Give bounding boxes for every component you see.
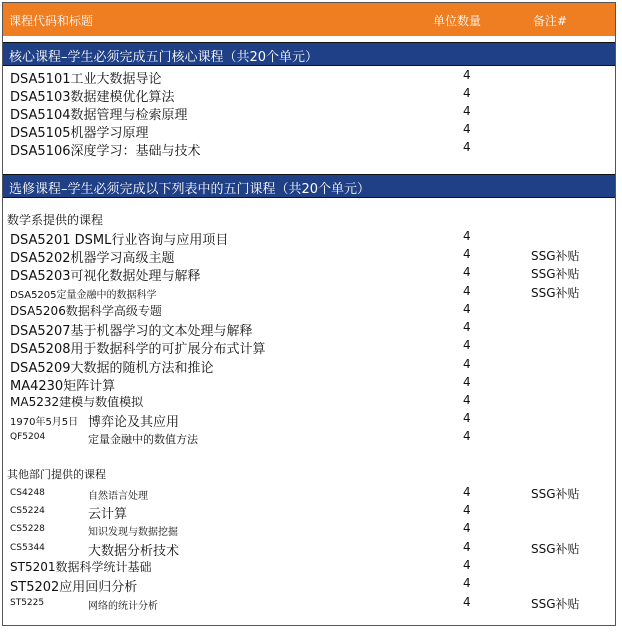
ssg-subsidy-note: SSG补贴 — [531, 542, 580, 556]
header-units: 单位数量 — [433, 14, 482, 28]
table-row: CS5224 云计算 4 — [10, 503, 471, 522]
table-row: DSA5203可视化数据处理与解释 4 SSG补贴 — [10, 265, 580, 284]
header-note: 备注# — [533, 14, 568, 28]
math-dept-label: 数学系提供的课程 — [7, 213, 104, 227]
table-row: DSA5103数据建模优化算法 4 — [10, 86, 471, 105]
table-row: ST5202应用回归分析 4 — [10, 576, 471, 595]
table-row: QF5204 定量金融中的数值方法 4 — [10, 429, 471, 446]
table-header — [3, 3, 615, 36]
table-row: DSA5205定量金融中的数据科学 4 SSG补贴 — [10, 284, 580, 301]
table-row: ST5201数据科学统计基础 4 — [10, 558, 471, 574]
other-dept-label: 其他部门提供的课程 — [7, 468, 106, 481]
table-row: DSA5106深度学习：基础与技术 4 — [10, 140, 471, 159]
course-table — [2, 2, 616, 626]
table-row: DSA5208用于数据科学的可扩展分布式计算 4 — [10, 338, 471, 357]
ssg-subsidy-note: SSG补贴 — [531, 597, 580, 611]
table-row: DSA5207基于机器学习的文本处理与解释 4 — [10, 320, 471, 339]
ssg-subsidy-note: SSG补贴 — [531, 249, 580, 263]
table-row: DSA5201 DSML行业咨询与应用项目 4 — [10, 229, 471, 248]
elective-section-heading: 选修课程–学生必须完成以下列表中的五门课程（共20个单元） — [3, 174, 615, 198]
ssg-subsidy-note: SSG补贴 — [531, 286, 580, 300]
table-row: DSA5209大数据的随机方法和推论 4 — [10, 357, 471, 376]
table-row: DSA5104数据管理与检索原理 4 — [10, 104, 471, 123]
header-title: 课程代码和标题 — [9, 14, 94, 28]
table-row: CS5228 知识发现与数据挖掘 4 — [10, 521, 471, 538]
table-row: CS4248 自然语言处理 4 SSG补贴 — [10, 485, 580, 502]
table-row: CS5344 大数据分析技术 4 SSG补贴 — [10, 540, 580, 559]
table-row: DSA5101工业大数据导论 4 — [10, 68, 471, 87]
table-row: 1970年5月5日 博弈论及其应用 4 — [10, 411, 471, 430]
table-row: MA4230矩阵计算 4 — [10, 375, 471, 394]
ssg-subsidy-note: SSG补贴 — [531, 487, 580, 501]
table-row: ST5225 网络的统计分析 4 SSG补贴 — [10, 595, 580, 612]
table-row: MA5232建模与数值模拟 4 — [10, 393, 471, 409]
table-row: DSA5202机器学习高级主题 4 SSG补贴 — [10, 247, 580, 266]
table-row: DSA5105机器学习原理 4 — [10, 122, 471, 141]
ssg-subsidy-note: SSG补贴 — [531, 267, 580, 281]
core-section-heading: 核心课程–学生必须完成五门核心课程（共20个单元） — [3, 42, 615, 66]
table-row: DSA5206数据科学高级专题 4 — [10, 302, 471, 318]
